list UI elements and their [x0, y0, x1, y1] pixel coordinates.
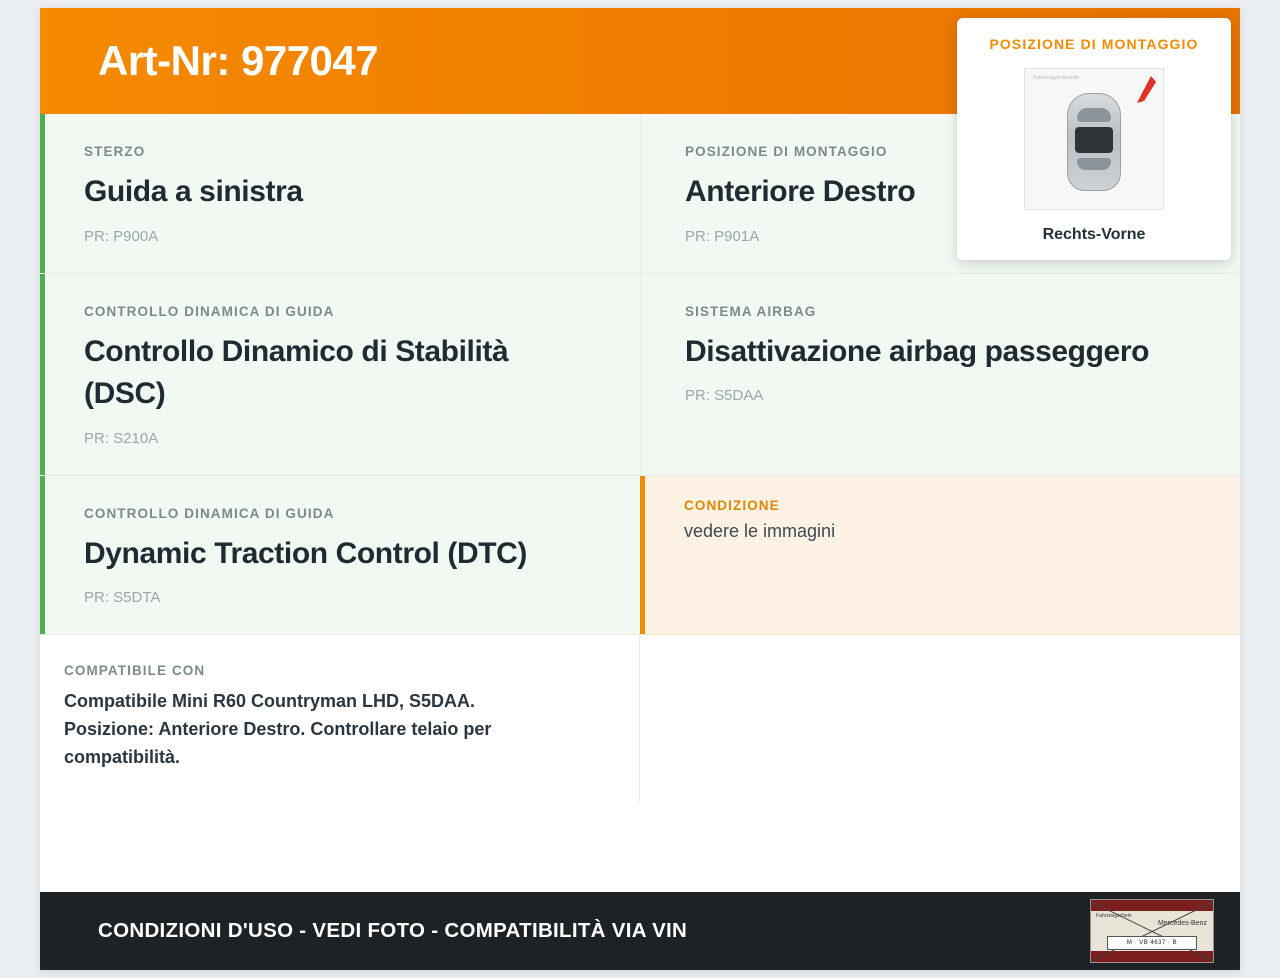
car-diagram-label: Fahrzeugvorderseite [1033, 75, 1079, 81]
spec-pr-code: PR: S210A [84, 429, 159, 447]
footer-text: CONDIZIONI D'USO - VEDI FOTO - COMPATIBILITÀ VIA VIN [98, 919, 688, 942]
car-windshield-front [1077, 108, 1111, 122]
spec-value: Controllo Dinamico di Stabilità (DSC) [84, 334, 509, 411]
mounting-position-badge [957, 18, 1231, 260]
condition-text: vedere le immagini [684, 520, 836, 541]
car-icon [1067, 93, 1121, 191]
car-diagram [1024, 68, 1164, 210]
position-arrow-icon [1131, 75, 1157, 105]
spec-label: POSIZIONE DI MONTAGGIO [685, 144, 888, 159]
spec-value: Anteriore Destro [685, 175, 916, 208]
spec-value: Disattivazione airbag passeggero [685, 334, 1150, 368]
spec-value: Dynamic Traction Control (DTC) [84, 536, 528, 570]
spec-label: CONTROLLO DINAMICA DI GUIDA [84, 505, 335, 521]
spec-cell-airbag [640, 274, 1240, 476]
stamp-corner-text: Fahrzeugschein [1096, 913, 1132, 919]
spec-label: STERZO [84, 144, 146, 159]
vehicle-document-icon [1090, 899, 1214, 963]
license-plate: M · VB 4637 · B [1107, 936, 1197, 950]
spec-cell-sterzo [40, 114, 640, 274]
page-title: Art-Nr: 977047 [98, 37, 379, 84]
spec-pr-code: PR: P900A [84, 227, 159, 245]
spec-pr-code: PR: P901A [685, 227, 760, 245]
spec-cell-dsc [40, 274, 640, 476]
document-page [40, 8, 1240, 970]
car-roof [1075, 127, 1113, 153]
spec-cell-dtc [40, 476, 640, 636]
spec-pr-code: PR: S5DAA [685, 387, 764, 405]
spec-label: CONTROLLO DINAMICA DI GUIDA [84, 303, 335, 319]
spec-label: SISTEMA AIRBAG [685, 303, 817, 319]
compatibility-text: Compatibile Mini R60 Countryman LHD, S5DAA. Posizione: Anteriore Destro. Controllare telaio per compatibilità. [64, 691, 492, 768]
badge-title: POSIZIONE DI MONTAGGIO [989, 36, 1199, 52]
compatibility-spacer [640, 635, 1240, 802]
compatibility-label: COMPATIBILE CON [64, 663, 206, 679]
stamp-brand-text: Mercedes-Benz [1157, 920, 1207, 927]
condition-label: CONDIZIONE [684, 497, 780, 513]
car-windshield-rear [1077, 158, 1111, 170]
spec-value: Guida a sinistra [84, 175, 303, 208]
document-footer [40, 892, 1240, 970]
compatibility-cell [40, 635, 640, 802]
condition-cell [640, 476, 1240, 636]
spec-pr-code: PR: S5DTA [84, 589, 161, 607]
badge-caption: Rechts-Vorne [1042, 226, 1146, 243]
